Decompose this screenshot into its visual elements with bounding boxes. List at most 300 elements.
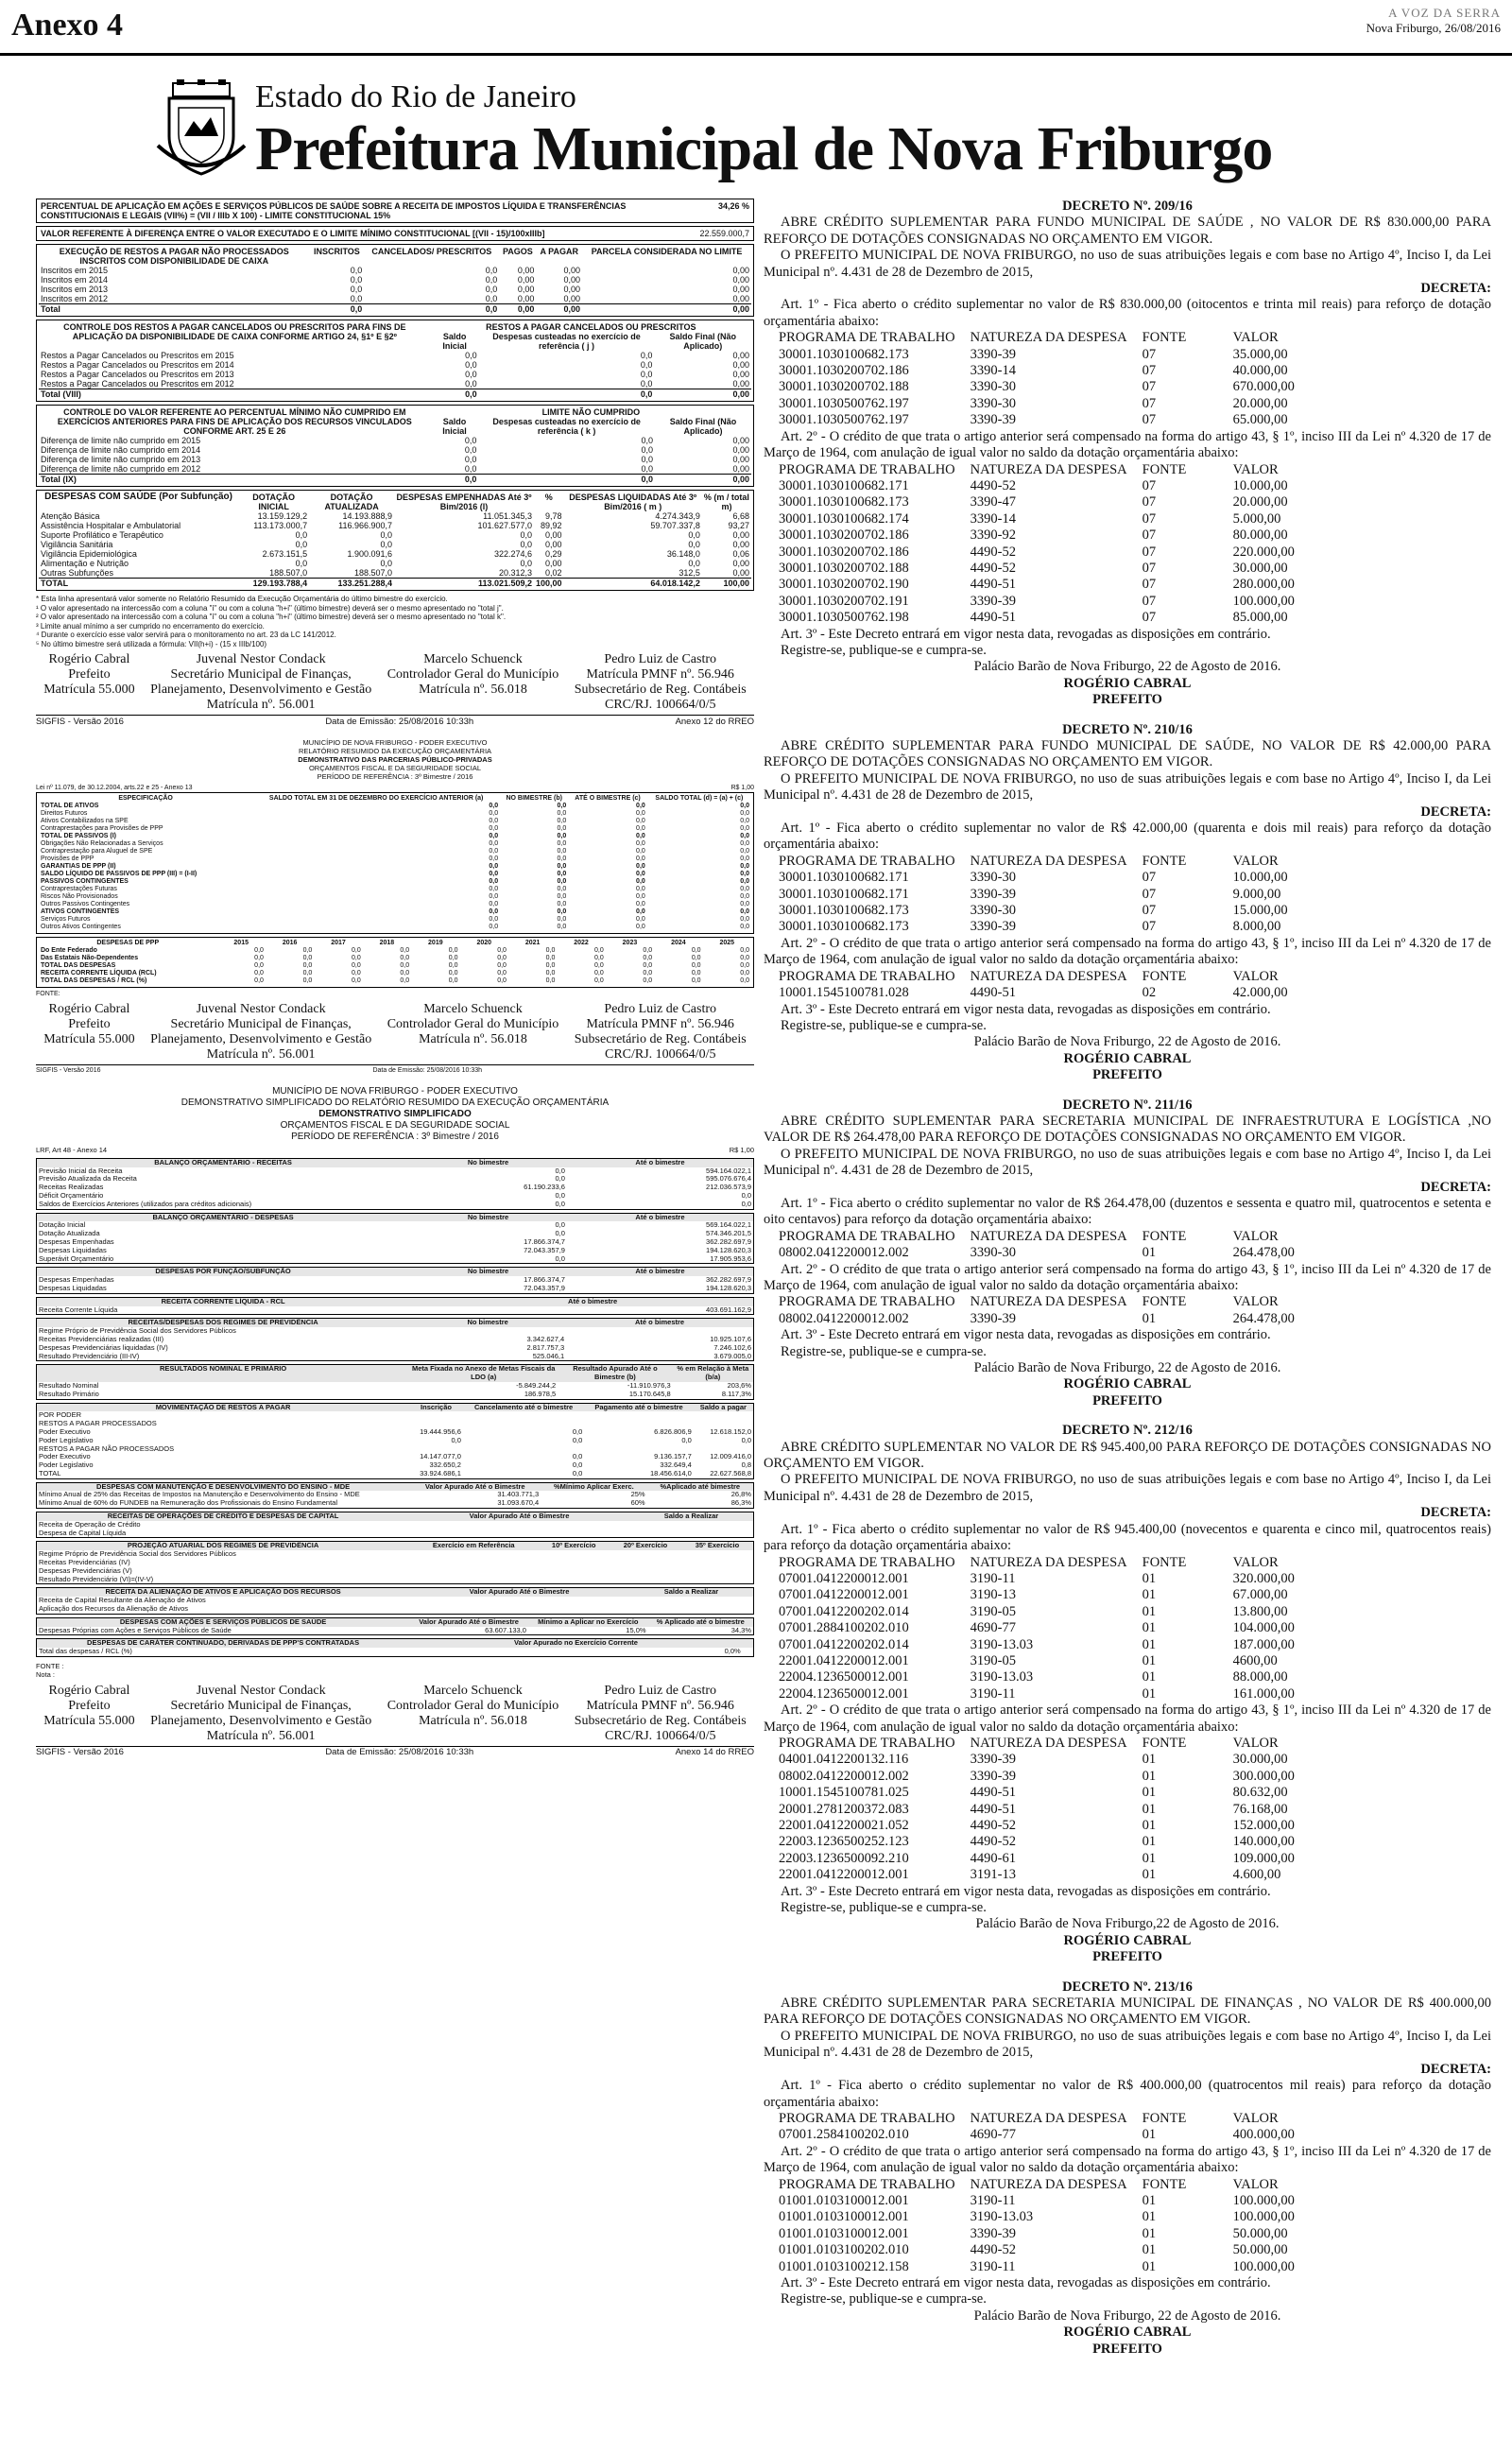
dotation-row xyxy=(764,2226,1491,2242)
simplified-table xyxy=(36,1267,754,1293)
dotation-cell: 01 xyxy=(1142,1636,1157,1652)
signer-name: ROGÉRIO CABRAL xyxy=(1063,2324,1192,2341)
row-label: TOTAL DAS DESPESAS xyxy=(41,962,116,969)
simplified-fonte: FONTE : xyxy=(36,1662,64,1671)
dotation-cell: 85.000,00 xyxy=(1232,610,1288,626)
cell-value: 0,0 xyxy=(740,803,749,809)
dotation-cell: 3390-39 xyxy=(970,1310,1016,1326)
decree-article: Art. 1º - Fica aberto o crédito suplementar no valor de R$ 264.478,00 (duzentos e sessenta e quatro mil, quatrocentos e setenta e oito centavos) para reforço da dotação orçamentária abaixo: xyxy=(764,1195,1491,1228)
dotation-row xyxy=(764,1669,1491,1685)
decree-article: Art. 2º - O crédito de que trata o artigo anterior será compensado na forma do artigo 43, § 1º, inciso III da Lei nº 4.320 de 17 de Março de 1964, com anulação de igual valor no saldo da dotação orçamentária abaixo: xyxy=(764,1261,1491,1293)
dotation-cell: 3390-39 xyxy=(970,593,1016,609)
section-header xyxy=(37,1639,754,1648)
newspaper-masthead xyxy=(1366,6,1501,36)
cell-value: 12.009.416,0 xyxy=(710,1452,751,1461)
dotation-header xyxy=(764,1229,1491,1245)
dotation-row xyxy=(764,985,1491,1001)
dotation-cell: 07 xyxy=(1142,593,1157,609)
signature-line: Matrícula 55.000 xyxy=(43,1713,135,1728)
column-header: No bimestre xyxy=(467,1318,508,1327)
cell-value: 0,29 xyxy=(545,549,562,559)
simplified-table xyxy=(36,1587,754,1614)
row-label: Aplicação dos Recursos da Alienação de Ativos xyxy=(39,1604,189,1614)
cell-value: 20.312,3 xyxy=(498,568,533,578)
coat-of-arms-icon xyxy=(156,79,247,178)
decree-date: Palácio Barão de Nova Friburgo, 22 de Agosto de 2016. xyxy=(973,1360,1281,1376)
cell-value: 0,0 xyxy=(572,1468,583,1478)
section-title: RECEITA DA ALIENAÇÃO DE ATIVOS E APLICAÇÃO DOS RECURSOS xyxy=(105,1587,341,1597)
footer-date: Data de Emissão: 25/08/2016 10:33h xyxy=(372,1067,483,1074)
dotation-cell: 01001.0103100012.001 xyxy=(779,2192,909,2208)
cell-value: 59.707.337,8 xyxy=(650,521,700,530)
table-title: DESPESAS COM SAÚDE (Por Subfunção) xyxy=(44,492,232,502)
column-header: Saldo Inicial xyxy=(442,332,467,351)
signature-line: Prefeito xyxy=(68,1017,111,1031)
table-row xyxy=(37,1605,754,1614)
dotation-cell: 3390-30 xyxy=(970,1245,1016,1261)
row-label: Restos a Pagar Cancelados ou Prescritos em 2013 xyxy=(41,370,234,379)
column-header: FONTE xyxy=(1142,1294,1187,1310)
signature-line: Marcelo Schuenck xyxy=(423,1002,523,1016)
cell-value: 0,0 xyxy=(557,893,567,900)
cell-value: 101.627.577,0 xyxy=(477,521,533,530)
table-row xyxy=(37,1391,754,1399)
cell-value: 0,0 xyxy=(557,818,567,824)
signature-line: Matrícula 55.000 xyxy=(43,683,135,697)
row-label: Resultado Previdenciário (III-IV) xyxy=(39,1351,140,1360)
cell-value: 0,0 xyxy=(641,436,653,445)
table-row xyxy=(37,1648,754,1656)
cell-value: 0,0 xyxy=(520,540,533,549)
cell-value: 0,0 xyxy=(489,833,499,839)
dotation-cell: 4490-51 xyxy=(970,985,1016,1001)
row-label: Outros Passivos Contingentes xyxy=(41,901,130,907)
dotation-row xyxy=(764,494,1491,510)
dotation-cell: 3390-30 xyxy=(970,903,1016,919)
cell-value: 0,00 xyxy=(732,455,749,464)
cell-value: 0,0 xyxy=(740,886,749,892)
cell-value: 186.978,5 xyxy=(524,1389,557,1398)
row-label: Provisões de PPP xyxy=(41,855,94,862)
decree-date: Palácio Barão de Nova Friburgo, 22 de Agosto de 2016. xyxy=(973,2307,1281,2324)
cell-value: 0,0 xyxy=(688,540,700,549)
heading-line: RELATÓRIO RESUMIDO DA EXECUÇÃO ORÇAMENTÁRIA xyxy=(298,747,492,755)
dotation-cell: 22001.0412200021.052 xyxy=(779,1818,909,1833)
dotation-cell: 320.000,00 xyxy=(1232,1570,1295,1586)
cell-value: 0,0 xyxy=(640,360,653,370)
row-label: SALDO LÍQUIDO DE PASSIVOS DE PPP (III) = (I-II) xyxy=(41,871,198,877)
column-header: Saldo a Realizar xyxy=(663,1587,719,1597)
column-header: NATUREZA DA DESPESA xyxy=(970,968,1127,984)
dotation-cell: 30001.1030200702.186 xyxy=(779,527,909,544)
cell-value: 0,0 xyxy=(465,370,477,379)
dotation-cell: 30001.1030100682.171 xyxy=(779,870,909,886)
dotation-cell: 30001.1030200702.190 xyxy=(779,577,909,593)
footer-system: SIGFIS - Versão 2016 xyxy=(36,1067,101,1074)
cell-value: 0,0 xyxy=(489,871,499,877)
cell-value: 0,0 xyxy=(555,1190,565,1200)
dotation-cell: 109.000,00 xyxy=(1232,1850,1295,1866)
cell-value: 0,0 xyxy=(691,977,701,984)
table-row xyxy=(39,901,751,908)
dotation-cell: 40.000,00 xyxy=(1232,363,1288,379)
dotation-table xyxy=(764,1736,1491,1884)
dotation-cell: 01 xyxy=(1142,2242,1157,2258)
table-row xyxy=(37,1167,754,1176)
dotation-cell: 07 xyxy=(1142,379,1157,395)
cell-value: 0,0 xyxy=(351,962,361,969)
table-row xyxy=(37,1428,754,1437)
cell-value: 18.456.614,0 xyxy=(649,1468,692,1478)
cell-value: 188.507,0 xyxy=(354,568,393,578)
decree-article: Art. 2º - O crédito de que trata o artigo anterior será compensado na forma do artigo 43, § 1º, inciso III da Lei nº 4.320 de 17 de Março de 1964, com anulação de igual valor no saldo da dotação orçamentária abaixo: xyxy=(764,428,1491,461)
dotation-cell: 08002.0412200012.002 xyxy=(779,1245,909,1261)
dotation-cell: 01 xyxy=(1142,1801,1157,1817)
ppp-report xyxy=(36,738,754,1075)
cell-value: 93,27 xyxy=(728,521,749,530)
column-header: VALOR xyxy=(1232,330,1279,346)
cell-value: 11.051.345,3 xyxy=(483,511,533,521)
row-label: GARANTIAS DE PPP (II) xyxy=(41,863,116,870)
dotation-row xyxy=(764,1245,1491,1261)
section-header xyxy=(37,1297,754,1305)
cell-value xyxy=(694,1411,754,1420)
difference-value: 22.559.000,7 xyxy=(699,229,749,238)
dotation-row xyxy=(764,919,1491,935)
cell-value: 194.128.620,3 xyxy=(706,1283,751,1292)
decree-intro: ABRE CRÉDITO SUPLEMENTAR PARA FUNDO MUNICIPAL DE SAÚDE, NO VALOR DE R$ 42.000,00 PARA REFORÇO DE DOTAÇÕES CONSIGNADAS NO ORÇAMENTO EM VIGOR. xyxy=(764,738,1491,770)
column-header: % Aplicado até o bimestre xyxy=(656,1616,745,1626)
heading-line: DEMONSTRATIVO DAS PARCERIAS PÚBLICO-PRIVADAS xyxy=(298,755,492,764)
difference-label: VALOR REFERENTE À DIFERENÇA ENTRE O VALOR EXECUTADO E O LIMITE MÍNIMO CONSTITUCIONAL [(VII - 15)/100xIIIb] xyxy=(41,229,545,238)
dotation-cell: 22004.1236500012.001 xyxy=(779,1669,909,1685)
cell-value: 0,0 xyxy=(740,916,749,923)
column-header: VALOR xyxy=(1232,968,1279,984)
cell-value: 15,0% xyxy=(626,1625,646,1634)
dotation-cell: 07 xyxy=(1142,346,1157,362)
decree-closing: Registre-se, publique-se e cumpra-se. xyxy=(781,2291,987,2307)
decrees-column xyxy=(764,199,1491,2439)
column-header: Até o bimestre xyxy=(635,1212,685,1221)
dotation-cell: 20.000,00 xyxy=(1232,395,1288,411)
cell-value xyxy=(538,1550,610,1559)
cell-value: 0,00 xyxy=(732,445,749,455)
cell-value: 0,0 xyxy=(555,1199,565,1208)
cell-value: 0,0 xyxy=(572,1435,583,1444)
decree-closing: Registre-se, publique-se e cumpra-se. xyxy=(781,1343,987,1359)
cell-value: 0,0 xyxy=(636,818,645,824)
table-row xyxy=(37,1184,754,1192)
dotation-cell: 07 xyxy=(1142,610,1157,626)
dotation-cell: 01 xyxy=(1142,2127,1157,2143)
cell-value xyxy=(409,1559,538,1567)
dotation-cell: 3390-92 xyxy=(970,527,1016,544)
ppp-fonte: FONTE: xyxy=(36,991,60,997)
dotation-cell: 4490-52 xyxy=(970,1818,1016,1833)
section-title: MOVIMENTAÇÃO DE RESTOS A PAGAR xyxy=(155,1402,291,1411)
cell-value: 0,0 xyxy=(740,863,749,870)
cell-value: 0,0 xyxy=(636,833,645,839)
cell-value: 15.170.645,8 xyxy=(628,1389,671,1398)
dotation-cell: 01 xyxy=(1142,1818,1157,1833)
table-row xyxy=(37,1175,754,1184)
cell-value: 322.274,6 xyxy=(493,549,533,559)
column-header: FONTE xyxy=(1142,2110,1187,2126)
signer-name: ROGÉRIO CABRAL xyxy=(1063,1376,1192,1392)
column-header: DESPESAS DE PPP xyxy=(96,940,160,946)
dotation-cell: 3390-14 xyxy=(970,510,1016,527)
dotation-cell: 07 xyxy=(1142,363,1157,379)
dotation-row xyxy=(764,363,1491,379)
row-label: Serviços Futuros xyxy=(41,916,91,923)
health-report xyxy=(36,199,754,727)
row-label: Diferença de limite não cumprido em 2015 xyxy=(41,436,201,445)
signature-line: Marcelo Schuenck xyxy=(423,652,523,666)
table-row xyxy=(37,1221,754,1230)
cell-value xyxy=(681,1550,754,1559)
cell-value: 14.147.077,0 xyxy=(420,1452,461,1461)
cell-value: 0,0 xyxy=(489,863,499,870)
cell-value: 0,0 xyxy=(557,810,567,817)
cell-value: 0,00 xyxy=(732,475,749,484)
cell-value: 0,0 xyxy=(295,530,308,540)
cell-value: 0,0 xyxy=(640,379,653,389)
section-header xyxy=(37,1158,754,1167)
dotation-table xyxy=(764,330,1491,428)
cell-value: 0,0 xyxy=(740,893,749,900)
cell-value: 0,0 xyxy=(350,304,363,314)
column-header: Despesas custeadas no exercício de referência ( j ) xyxy=(492,332,641,351)
dotation-cell: 3190-11 xyxy=(970,2192,1016,2208)
dotation-cell: 01 xyxy=(1142,1245,1157,1261)
section-title: DESPESAS COM AÇÕES E SERVIÇOS PÚBLICOS DE SAÚDE xyxy=(119,1616,327,1626)
column-header: PROGRAMA DE TRABALHO xyxy=(779,1294,955,1310)
row-label: RESTOS A PAGAR NÃO PROCESSADOS xyxy=(39,1443,175,1453)
cell-value: 17.866.374,7 xyxy=(524,1236,565,1246)
cell-value: 0,00 xyxy=(732,530,749,540)
dotation-cell: 3190-13.03 xyxy=(970,1669,1034,1685)
row-label: Total (VIII) xyxy=(41,389,81,399)
table-row xyxy=(39,803,751,810)
cell-value: 0,0 xyxy=(636,803,645,809)
cell-value xyxy=(743,1648,754,1656)
table-row xyxy=(39,559,751,568)
signature-line: Pedro Luiz de Castro xyxy=(604,652,717,666)
cell-value: 0,00 xyxy=(517,294,535,303)
dotation-cell: 01 xyxy=(1142,2225,1157,2241)
dotation-cell: 76.168,00 xyxy=(1232,1801,1288,1817)
signature-line: Planejamento, Desenvolvimento e Gestão xyxy=(150,683,372,697)
signature xyxy=(575,652,747,713)
row-label: Atenção Básica xyxy=(41,511,100,521)
signature-line: CRC/RJ. 100664/0/5 xyxy=(604,1047,716,1062)
column-header: Cancelamento até o bimestre xyxy=(473,1402,574,1411)
column-header: INSCRITOS xyxy=(313,247,360,256)
cell-value: 0,0 xyxy=(302,955,313,961)
dotation-row xyxy=(764,544,1491,561)
column-header: VALOR xyxy=(1232,2110,1279,2126)
dotation-cell: 264.478,00 xyxy=(1232,1310,1295,1326)
table-row xyxy=(39,285,751,294)
dotation-cell: 4600,00 xyxy=(1232,1652,1278,1668)
row-label: Mínimo Anual de 25% das Receitas de Impostos na Manutenção e Desenvolvimento do Ensino - MDE xyxy=(39,1490,360,1499)
cell-value: 0,00 xyxy=(517,266,535,275)
cell-value: 0,0 xyxy=(636,893,645,900)
cell-value: 0,0 xyxy=(640,351,653,360)
percent-applied-value: 34,26 % xyxy=(717,201,749,211)
column-header: FONTE xyxy=(1142,461,1187,477)
dotation-cell: 30001.1030500762.197 xyxy=(779,412,909,428)
dotation-row xyxy=(764,561,1491,577)
dotation-table xyxy=(764,1294,1491,1327)
dotation-header xyxy=(764,2177,1491,2193)
cell-value: 0,0 xyxy=(350,275,363,285)
row-label: Diferença de limite não cumprido em 2014 xyxy=(41,445,201,455)
row-label: Total (IX) xyxy=(41,475,77,484)
cell-value: 0,0 xyxy=(740,962,749,969)
cell-value: 34,3% xyxy=(730,1625,751,1634)
dotation-row xyxy=(764,527,1491,544)
heading-line: DEMONSTRATIVO SIMPLIFICADO xyxy=(318,1109,472,1119)
decree-intro: ABRE CRÉDITO SUPLEMENTAR PARA SECRETARIA MUNICIPAL DE FINANÇAS , NO VALOR DE R$ 400.000,00 PARA REFORÇO DE DOTAÇÕES CONSIGNADAS NO ORÇAMENTO EM VIGOR. xyxy=(764,1996,1491,2028)
column-header: Meta Fixada no Anexo de Metas Fiscais da LDO (a) xyxy=(411,1364,556,1382)
cell-value: 0,0 xyxy=(448,970,458,976)
table-row xyxy=(37,1306,754,1315)
row-label: Resultado Previdenciário (VI)=(IV-V) xyxy=(39,1574,154,1583)
ppp-law-ref: Lei nº 11.079, de 30.12.2004, arts.22 e 25 - Anexo 13 xyxy=(36,785,193,791)
row-label: Restos a Pagar Cancelados ou Prescritos em 2014 xyxy=(41,360,234,370)
signer-role: PREFEITO xyxy=(1092,1949,1162,1965)
cell-value: 0,0 xyxy=(489,818,499,824)
column-header: PROGRAMA DE TRABALHO xyxy=(779,1554,955,1570)
dotation-cell: 01 xyxy=(1142,1603,1157,1619)
column-header: SALDO TOTAL (d) = (a) + (c) xyxy=(655,795,744,802)
table-row xyxy=(37,1559,754,1567)
cell-value: 0,0 xyxy=(740,970,749,976)
signature-block xyxy=(36,652,754,713)
column-header: FONTE xyxy=(1142,2176,1187,2192)
table-row xyxy=(37,1285,754,1293)
cell-value: 0,0 xyxy=(740,855,749,862)
dotation-cell: 35.000,00 xyxy=(1232,346,1288,362)
cell-value: 0,0 xyxy=(643,962,653,969)
cell-value xyxy=(681,1567,754,1576)
dotation-cell: 80.632,00 xyxy=(1232,1785,1288,1801)
dotation-cell: 07 xyxy=(1142,477,1157,493)
heading-line: PERÍODO DE REFERÊNCIA : 3º Bimestre / 2016 xyxy=(291,1132,499,1142)
column-header: PROGRAMA DE TRABALHO xyxy=(779,1735,955,1751)
row-label: Inscritos em 2014 xyxy=(41,275,109,285)
cell-value: 0,0 xyxy=(489,893,499,900)
heading-line: PERÍODO DE REFERÊNCIA : 3º Bimestre / 2016 xyxy=(317,772,473,781)
newspaper-name: A VOZ DA SERRA xyxy=(1388,6,1501,20)
difference-box xyxy=(36,226,754,241)
cell-value: 0,0 xyxy=(302,962,313,969)
column-header: NATUREZA DA DESPESA xyxy=(970,2110,1127,2126)
dotation-cell: 30001.1030100682.171 xyxy=(779,886,909,902)
cell-value: 0,0 xyxy=(545,977,556,984)
cell-value: 0,0 xyxy=(497,970,507,976)
cell-value xyxy=(463,1445,584,1454)
table-row xyxy=(39,436,751,445)
cell-value: 0,0 xyxy=(465,360,477,370)
table-row xyxy=(37,1255,754,1264)
cell-value xyxy=(681,1576,754,1584)
table-row xyxy=(39,540,751,549)
cell-value: 0,00 xyxy=(732,436,749,445)
cell-value: 0,0 xyxy=(545,962,556,969)
cell-value: 0,0 xyxy=(740,818,749,824)
cell-value: 0,00 xyxy=(563,294,581,303)
cell-value: 595.076.676,4 xyxy=(706,1174,751,1184)
column-header: Até o bimestre xyxy=(635,1267,685,1276)
cell-value: 0,0 xyxy=(557,886,567,892)
table-row xyxy=(39,893,751,901)
cell-value: 0,0 xyxy=(740,901,749,907)
dotation-cell: 3190-11 xyxy=(970,2258,1016,2274)
cell-value: 0,0 xyxy=(489,848,499,855)
dotation-row xyxy=(764,1769,1491,1785)
cell-value: 0,0 xyxy=(254,970,264,976)
cell-value: 0,00 xyxy=(517,304,535,314)
signature-line: Subsecretário de Reg. Contábeis xyxy=(574,683,747,697)
column-header: PARCELA CONSIDERADA NO LIMITE xyxy=(591,247,743,256)
signature xyxy=(575,1002,747,1063)
column-header: Inscrição xyxy=(421,1402,452,1411)
dotation-cell: 07 xyxy=(1142,903,1157,919)
cell-value: 0,0 xyxy=(636,863,645,870)
dotation-table xyxy=(764,1229,1491,1262)
decree-date: Palácio Barão de Nova Friburgo,22 de Agosto de 2016. xyxy=(975,1916,1280,1932)
cell-value: 0,0 xyxy=(740,825,749,832)
cell-value: 0,0 xyxy=(350,294,363,303)
decree-article: Art. 3º - Este Decreto entrará em vigor nesta data, revogadas as disposições em contrário. xyxy=(781,1327,1271,1343)
cell-value xyxy=(610,1559,681,1567)
cell-value: 0,0 xyxy=(380,540,393,549)
decree-intro: ABRE CRÉDITO SUPLEMENTAR PARA SECRETARIA MUNICIPAL DE INFRAESTRUTURA E LOGÍSTICA ,NO VALOR DE R$ 264.478,00 PARA REFORÇO DE DOTAÇÕES CONSIGNADAS NO ORÇAMENTO EM VIGOR. xyxy=(764,1113,1491,1146)
signature xyxy=(575,1684,747,1744)
footnotes xyxy=(36,595,754,648)
row-label: Mínimo Anual de 60% do FUNDEB na Remuneração dos Profissionais do Ensino Fundamental xyxy=(39,1498,338,1508)
column-header: NATUREZA DA DESPESA xyxy=(970,330,1127,346)
signature-line: Secretário Municipal de Finanças, xyxy=(170,1017,352,1031)
table-row xyxy=(39,878,751,886)
cell-value: 0,00 xyxy=(563,275,581,285)
decree xyxy=(764,1979,1491,2358)
row-label: POR PODER xyxy=(39,1410,82,1420)
dotation-cell: 08002.0412200012.002 xyxy=(779,1310,909,1326)
table-row xyxy=(39,568,751,579)
cell-value: -11.910.976,3 xyxy=(627,1380,671,1390)
cell-value xyxy=(409,1306,432,1315)
simplified-table xyxy=(36,1638,754,1657)
year-header: 2018 xyxy=(379,940,395,946)
column-header: FONTE xyxy=(1142,1554,1187,1570)
table-row xyxy=(37,1550,754,1559)
signer-role: PREFEITO xyxy=(1092,1392,1162,1408)
cell-value xyxy=(409,1521,629,1529)
table-row xyxy=(37,1353,754,1361)
column-header: SALDO TOTAL EM 31 DE DEZEMBRO DO EXERCÍCIO ANTERIOR (a) xyxy=(268,795,484,802)
table-row xyxy=(37,1461,754,1470)
row-label: Superávit Orçamentário xyxy=(39,1253,114,1263)
table-row xyxy=(39,579,751,589)
cell-value: 0,00 xyxy=(545,530,562,540)
cell-value: 36.148,0 xyxy=(666,549,700,559)
section-header xyxy=(37,1268,754,1276)
dotation-row xyxy=(764,1653,1491,1669)
row-label: Contraprestações Futuras xyxy=(41,886,117,892)
